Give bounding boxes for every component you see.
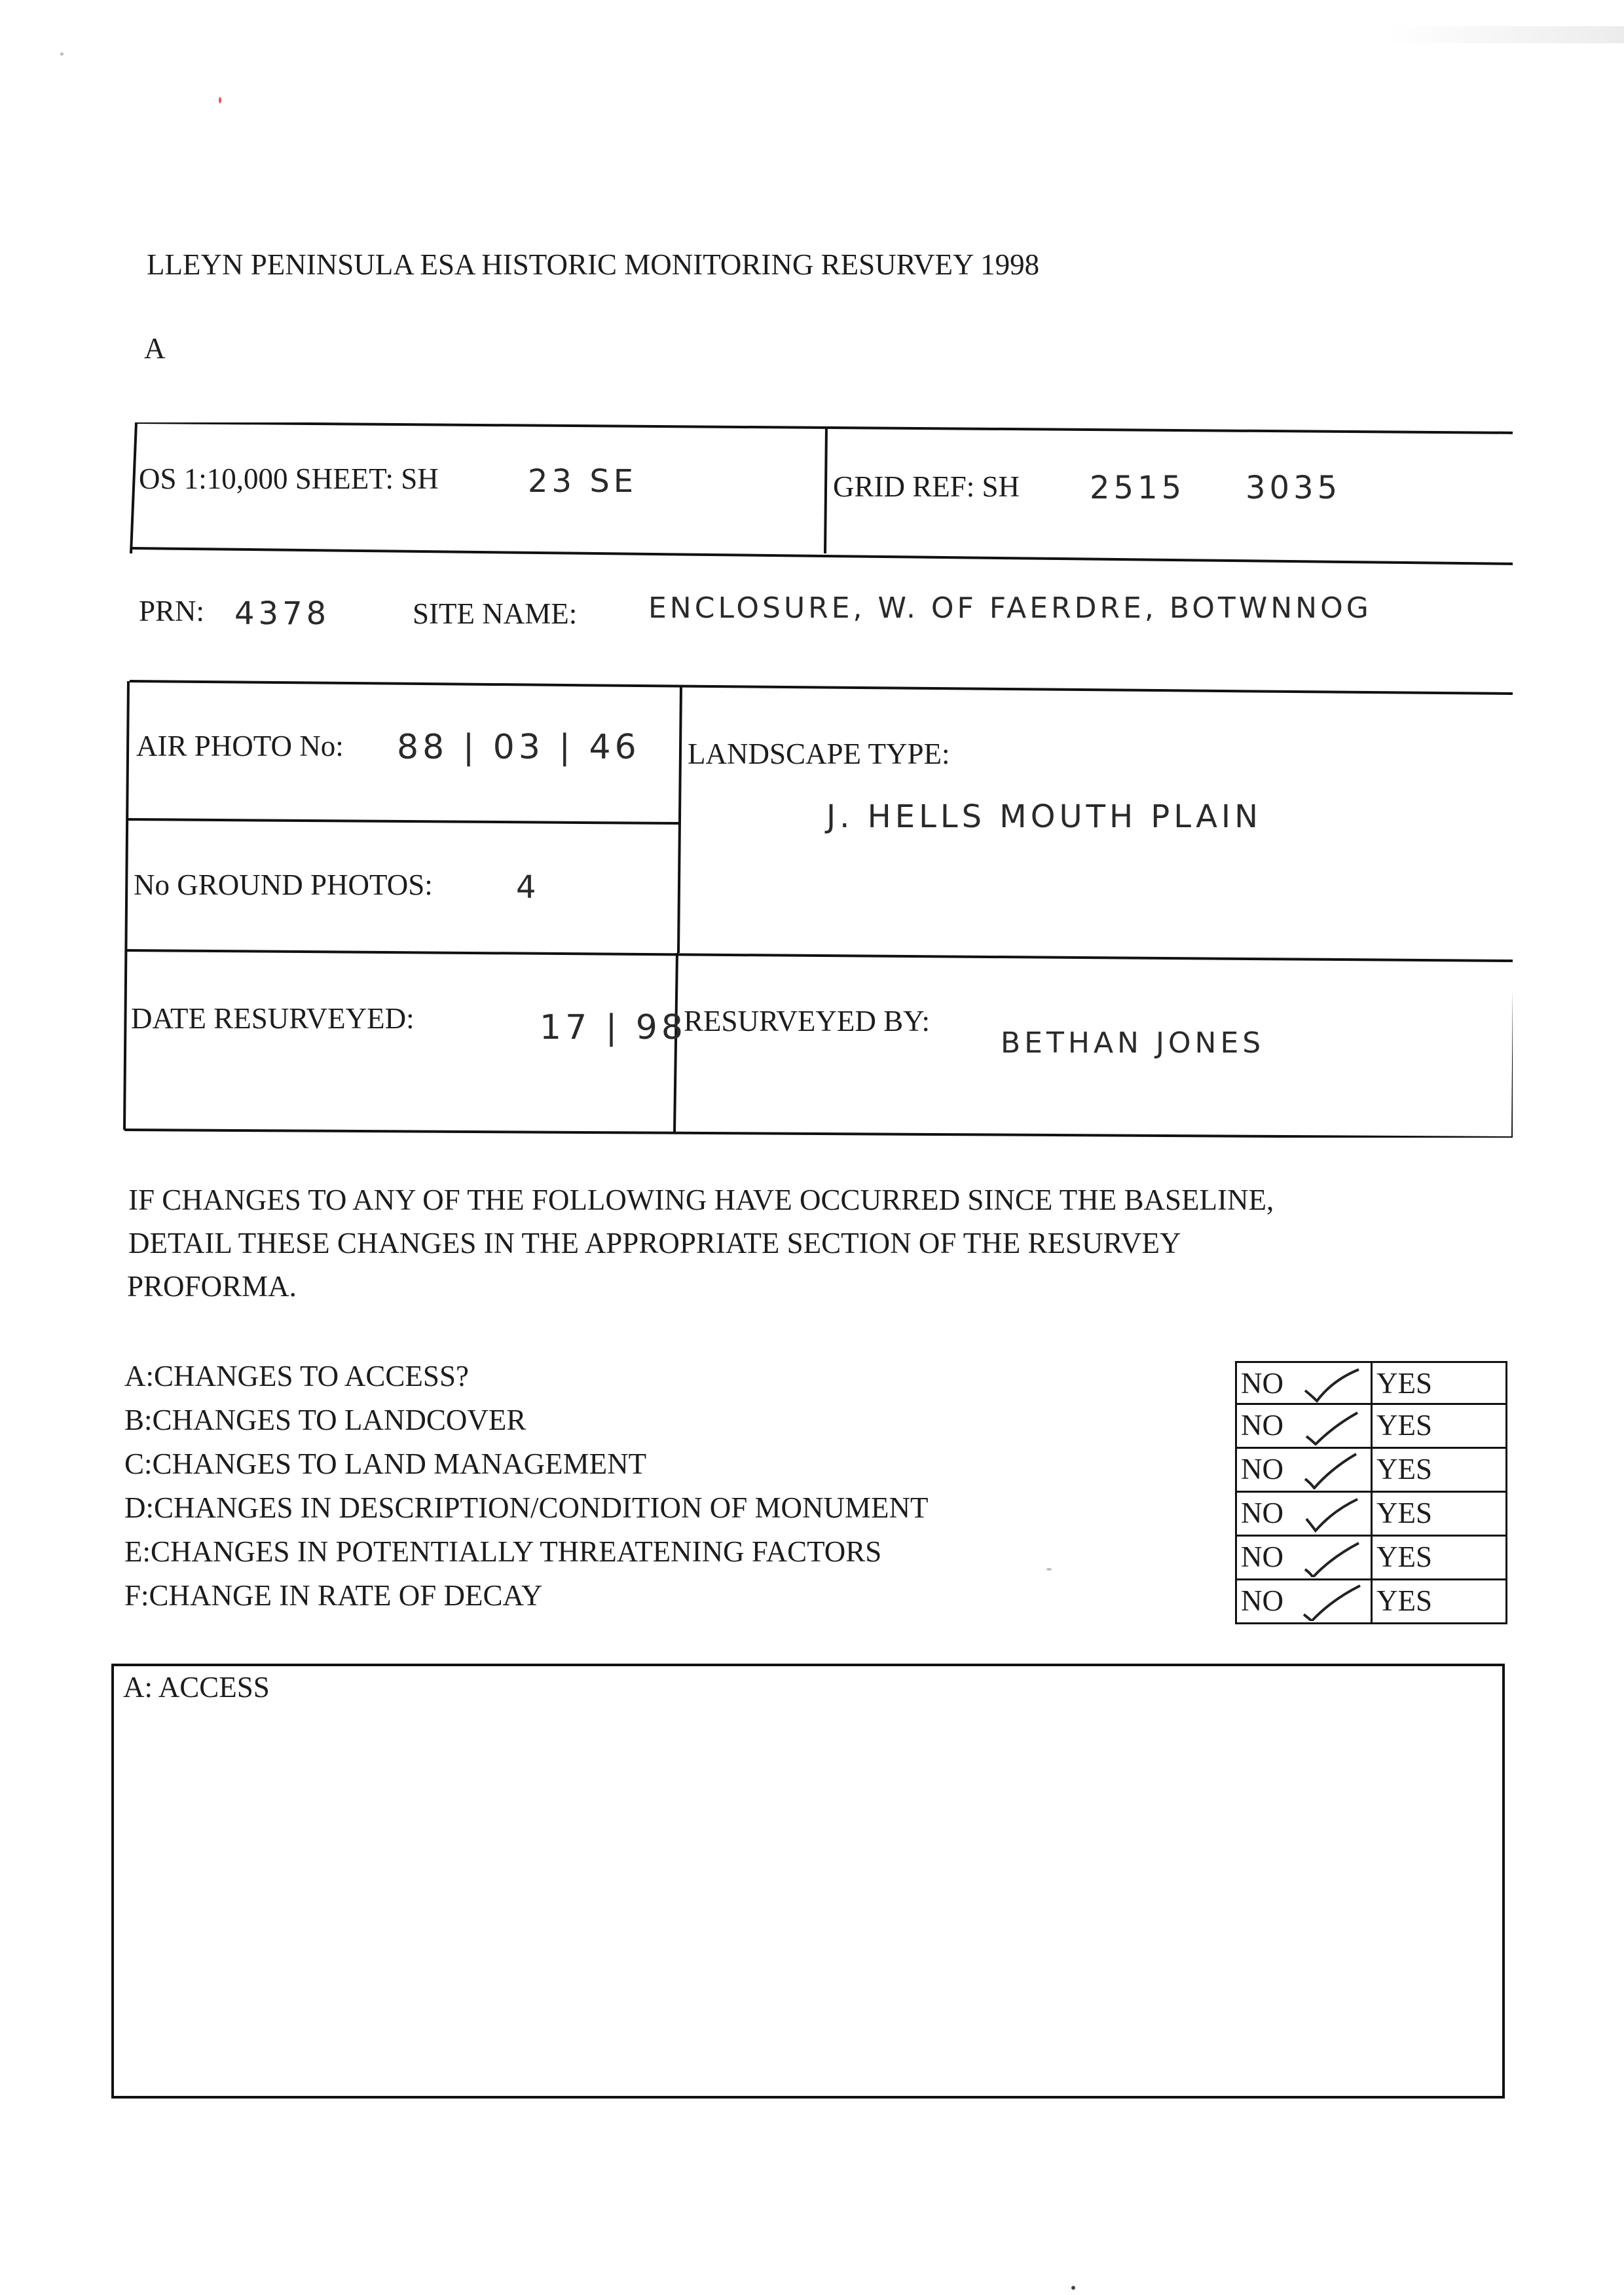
yes-checkbox[interactable]: YES <box>1371 1449 1507 1493</box>
no-label: NO <box>1241 1367 1283 1400</box>
grid-ref-northing: 3035 <box>1246 470 1342 506</box>
checkmark-icon <box>1302 1367 1361 1404</box>
no-label: NO <box>1241 1584 1283 1617</box>
resurveyed-by-label: RESURVEYED BY: <box>684 1005 931 1037</box>
answer-row-monument-condition <box>1235 1493 1507 1537</box>
checkmark-icon <box>1302 1497 1361 1533</box>
grid-ref-label: GRID REF: SH <box>833 470 1020 503</box>
yes-checkbox[interactable]: YES <box>1371 1580 1507 1624</box>
no-checkbox[interactable] <box>1235 1537 1373 1580</box>
checkmark-icon <box>1302 1409 1361 1446</box>
scan-speck <box>60 52 64 56</box>
os-sheet-value: 23 SE <box>528 463 638 500</box>
landscape-type-value: J. HELLS MOUTH PLAIN <box>826 798 1262 835</box>
air-photo-label: AIR PHOTO No: <box>136 730 344 762</box>
answer-row-rate-of-decay <box>1235 1580 1507 1624</box>
date-resurveyed-value: 17 | 98 <box>540 1008 687 1047</box>
resurveyed-by-value: BETHAN JONES <box>1001 1026 1265 1060</box>
scan-speck <box>219 97 221 103</box>
no-checkbox[interactable] <box>1235 1361 1373 1405</box>
answer-row-land-management <box>1235 1449 1507 1493</box>
no-checkbox[interactable] <box>1235 1449 1373 1493</box>
change-item-monument-condition: D:CHANGES IN DESCRIPTION/CONDITION OF MONUMENT <box>124 1491 929 1524</box>
ground-photos-value: 4 <box>516 869 540 906</box>
site-details-table <box>123 422 1513 1138</box>
os-sheet-label: OS 1:10,000 SHEET: SH <box>139 462 439 495</box>
changes-checklist <box>124 1354 929 1618</box>
scan-edge-shadow <box>1388 26 1624 43</box>
yes-checkbox[interactable]: YES <box>1371 1493 1507 1537</box>
no-checkbox[interactable] <box>1235 1493 1373 1537</box>
scan-speck <box>1046 1568 1052 1571</box>
date-resurveyed-label: DATE RESURVEYED: <box>131 1002 415 1035</box>
access-notes-box[interactable] <box>111 1664 1505 2099</box>
prn-label: PRN: <box>139 595 205 627</box>
change-item-land-management: C:CHANGES TO LAND MANAGEMENT <box>124 1447 647 1480</box>
checkmark-icon <box>1302 1453 1361 1489</box>
section-letter: A <box>144 332 166 365</box>
change-item-threatening-factors: E:CHANGES IN POTENTIALLY THREATENING FACTORS <box>124 1535 882 1568</box>
answer-row-threatening-factors <box>1235 1537 1507 1580</box>
site-name-value: ENCLOSURE, W. OF FAERDRE, BOTWNNOG <box>648 591 1372 625</box>
no-checkbox[interactable] <box>1235 1405 1373 1449</box>
air-photo-value: 88 | 03 | 46 <box>397 728 640 767</box>
change-item-rate-of-decay: F:CHANGE IN RATE OF DECAY <box>124 1579 543 1612</box>
no-label: NO <box>1241 1497 1283 1529</box>
ground-photos-label: No GROUND PHOTOS: <box>134 868 433 901</box>
instructions-line-3: PROFORMA. <box>127 1270 297 1303</box>
instructions-line-1: IF CHANGES TO ANY OF THE FOLLOWING HAVE OCCURRED SINCE THE BASELINE, <box>128 1184 1274 1216</box>
change-item-landcover: B:CHANGES TO LANDCOVER <box>124 1404 526 1436</box>
prn-value: 4378 <box>234 595 331 632</box>
no-label: NO <box>1241 1540 1283 1573</box>
yes-no-grid <box>1235 1361 1507 1624</box>
instructions-line-2: DETAIL THESE CHANGES IN THE APPROPRIATE SECTION OF THE RESURVEY <box>128 1227 1181 1259</box>
yes-checkbox[interactable]: YES <box>1371 1361 1507 1405</box>
access-section-label: A: ACCESS <box>123 1671 270 1704</box>
checkmark-icon <box>1302 1540 1361 1577</box>
no-label: NO <box>1241 1409 1283 1442</box>
landscape-type-label: LANDSCAPE TYPE: <box>688 737 950 770</box>
page-title: LLEYN PENINSULA ESA HISTORIC MONITORING RESURVEY 1998 <box>147 248 1040 281</box>
checkmark-icon <box>1302 1584 1361 1621</box>
site-name-label: SITE NAME: <box>413 597 578 630</box>
scan-speck <box>1071 2286 1075 2290</box>
yes-checkbox[interactable]: YES <box>1371 1405 1507 1449</box>
change-item-access: A:CHANGES TO ACCESS? <box>124 1360 469 1392</box>
grid-ref-easting: 2515 <box>1090 470 1186 506</box>
answer-row-landcover <box>1235 1405 1507 1449</box>
no-label: NO <box>1241 1453 1283 1485</box>
yes-checkbox[interactable]: YES <box>1371 1537 1507 1580</box>
answer-row-access <box>1235 1361 1507 1405</box>
no-checkbox[interactable] <box>1235 1580 1373 1624</box>
